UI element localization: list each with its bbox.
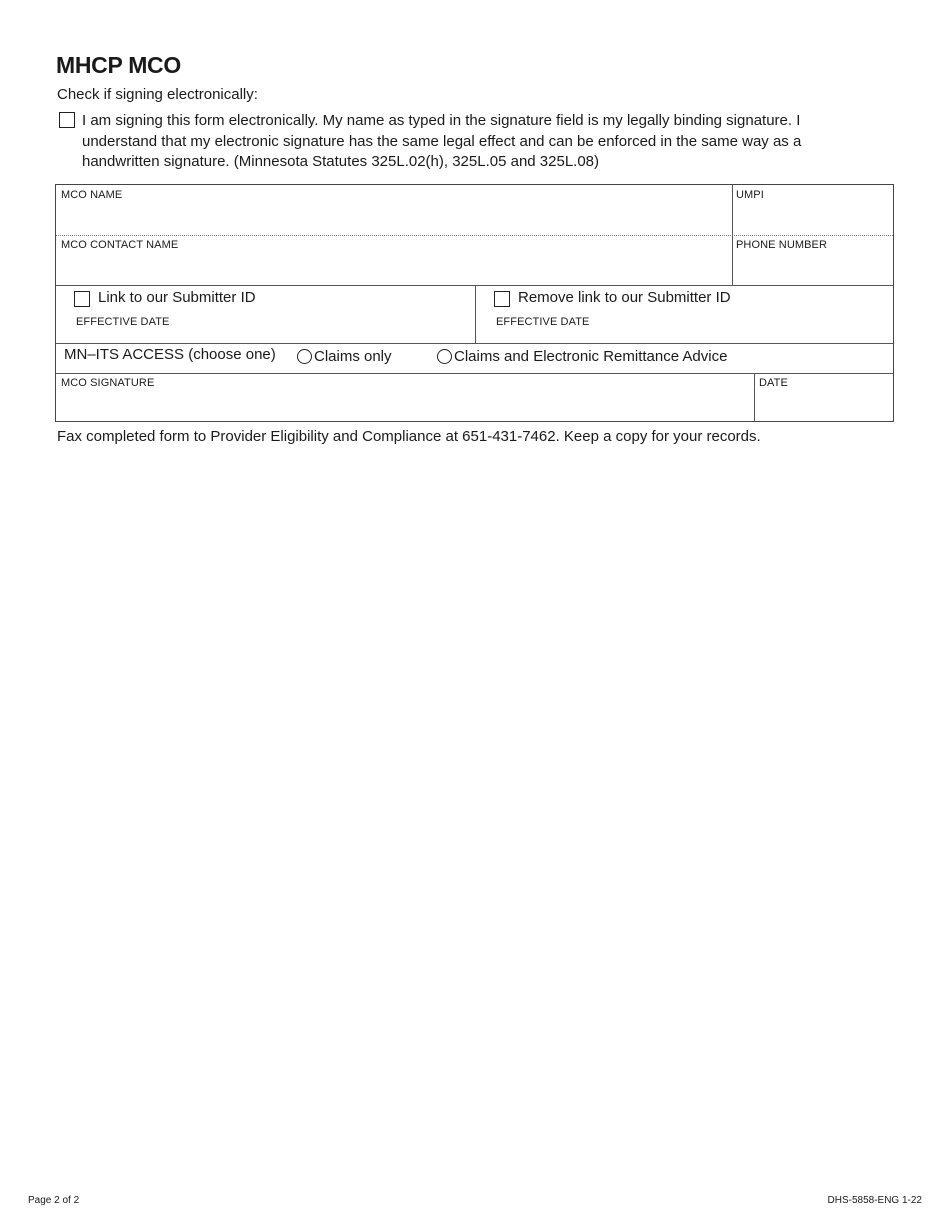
umpi-field[interactable]: [733, 185, 893, 235]
link-effective-date-input[interactable]: [176, 312, 466, 336]
claims-era-label: Claims and Electronic Remittance Advice: [454, 348, 728, 365]
umpi-label: UMPI: [736, 189, 764, 201]
mco-signature-label: MCO SIGNATURE: [61, 377, 155, 389]
contact-name-label: MCO CONTACT NAME: [61, 239, 179, 251]
phone-number-label: PHONE NUMBER: [736, 239, 828, 251]
esign-section: [57, 111, 867, 173]
mco-name-label: MCO NAME: [61, 189, 123, 201]
esign-statement: I am signing this form electronically. My name as typed in the signature field is my legally binding signature. I understand that my electronic signature has the same legal effect and can be enforced in the same way as a handwritten signature. (Minnesota Statutes 325L.02(h), 325L.05 and 325L.08): [82, 112, 802, 170]
mco-name-field[interactable]: [56, 185, 732, 235]
claims-only-label: Claims only: [314, 348, 392, 365]
link-submitter-label: Link to our Submitter ID: [98, 289, 256, 306]
esign-checkbox[interactable]: [59, 112, 75, 128]
contact-name-field[interactable]: [56, 236, 732, 285]
phone-number-field[interactable]: [733, 236, 893, 285]
link-submitter-section: [56, 286, 475, 343]
remove-effective-date-input[interactable]: [596, 312, 886, 336]
mco-form: [55, 184, 894, 422]
claims-era-radio[interactable]: [437, 349, 452, 364]
date-label: DATE: [759, 377, 788, 389]
mco-signature-field[interactable]: [56, 374, 754, 421]
page-number: Page 2 of 2: [28, 1195, 80, 1206]
remove-link-label: Remove link to our Submitter ID: [518, 289, 731, 306]
fax-instructions: Fax completed form to Provider Eligibility and Compliance at 651-431-7462. Keep a copy for your records.: [57, 428, 761, 445]
claims-only-radio[interactable]: [297, 349, 312, 364]
effective-date-label: EFFECTIVE DATE: [496, 316, 590, 328]
link-submitter-checkbox[interactable]: [74, 291, 90, 307]
access-label: MN–ITS ACCESS (choose one): [64, 346, 276, 363]
esign-intro: Check if signing electronically:: [57, 86, 258, 103]
effective-date-label: EFFECTIVE DATE: [76, 316, 170, 328]
page-title: MHCP MCO: [56, 52, 181, 78]
remove-link-checkbox[interactable]: [494, 291, 510, 307]
form-id: DHS-5858-ENG 1-22: [827, 1195, 922, 1206]
divider: [56, 343, 893, 344]
remove-link-section: [476, 286, 893, 343]
date-field[interactable]: [755, 374, 893, 421]
